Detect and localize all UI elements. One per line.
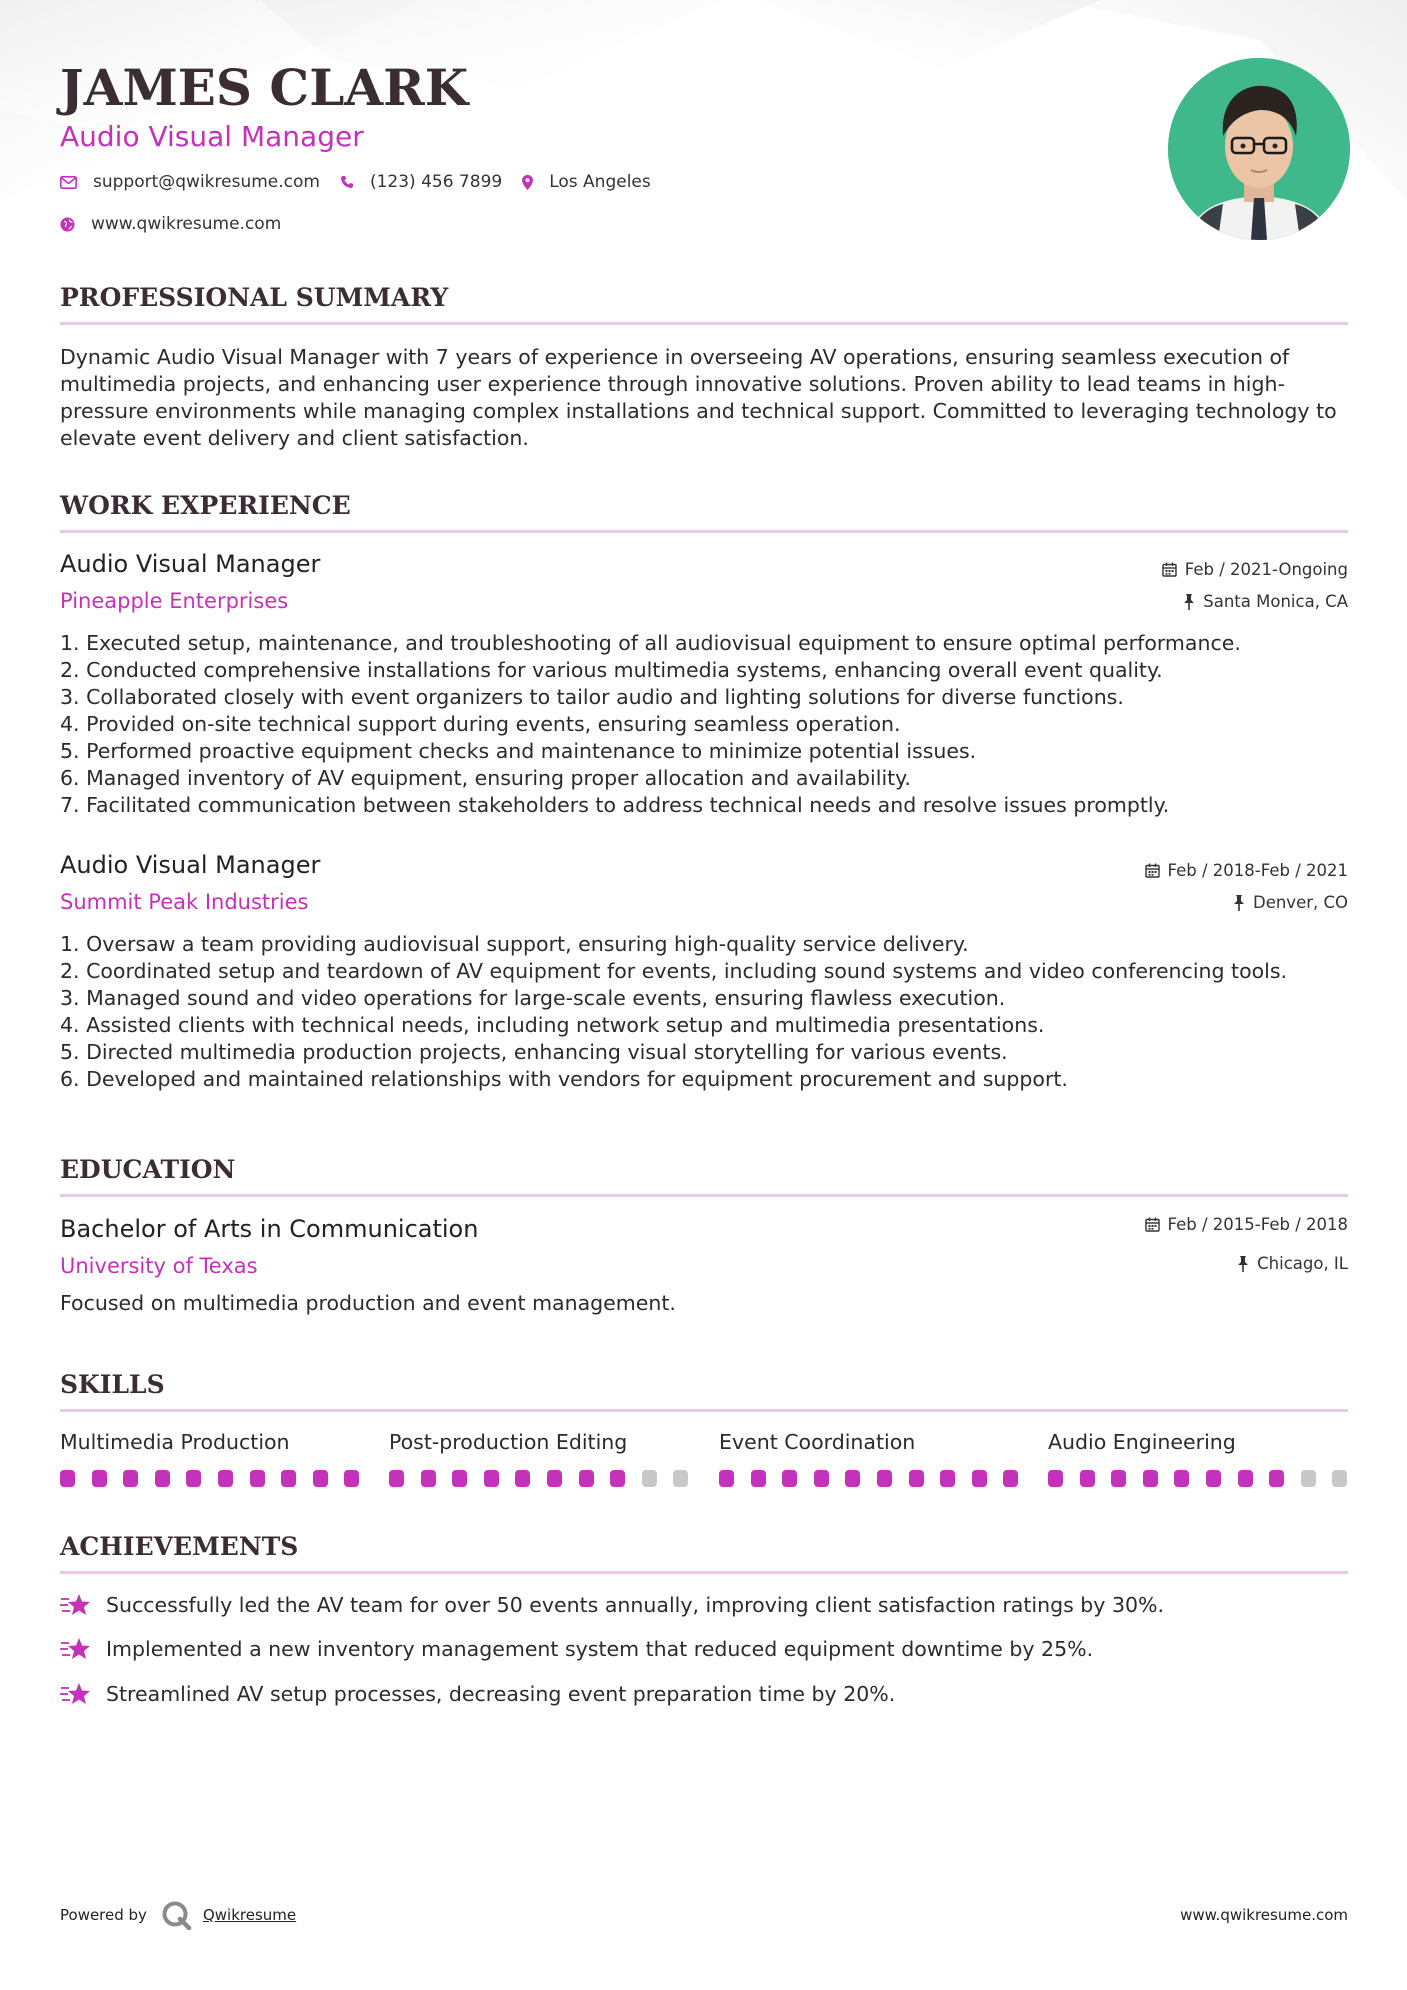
- skill-rating: [1048, 1470, 1348, 1487]
- shooting-star-icon: [60, 1592, 92, 1618]
- avatar-illustration: [1168, 58, 1350, 240]
- phone-icon: [340, 175, 354, 189]
- job-title: Audio Visual Manager: [60, 550, 321, 578]
- skill-dot-filled: [313, 1470, 328, 1487]
- education-location-text: Chicago, IL: [1257, 1254, 1348, 1273]
- job-location: [1183, 592, 1348, 611]
- location-text: Los Angeles: [549, 172, 651, 192]
- qwikresume-logo-icon: [161, 1900, 193, 1930]
- skill-dot-filled: [1269, 1470, 1284, 1487]
- skill-dot-filled: [782, 1470, 797, 1487]
- skills-heading: SKILLS: [60, 1370, 165, 1399]
- education-dates-text: Feb / 2015-Feb / 2018: [1167, 1215, 1348, 1234]
- skill-dot-filled: [1003, 1470, 1018, 1487]
- achievement-item: [60, 1636, 1093, 1662]
- skill-dot-filled: [1174, 1470, 1189, 1487]
- qwikresume-link[interactable]: Qwikresume: [202, 1906, 297, 1924]
- skill-name: Post-production Editing: [389, 1430, 628, 1454]
- contact-email[interactable]: [60, 172, 320, 192]
- contact-website[interactable]: [60, 214, 281, 234]
- skill-dot-filled: [1206, 1470, 1221, 1487]
- list-item: 6. Managed inventory of AV equipment, ensuring proper allocation and availability.: [60, 766, 911, 790]
- school-name: University of Texas: [60, 1254, 258, 1278]
- skill-dot-filled: [814, 1470, 829, 1487]
- contact-row: [60, 172, 671, 192]
- skill-item: [1048, 1430, 1348, 1487]
- job-dates-text: Feb / 2021-Ongoing: [1184, 560, 1348, 579]
- contact-phone[interactable]: [340, 172, 502, 192]
- experience-heading: WORK EXPERIENCE: [60, 491, 351, 520]
- achievement-text: Streamlined AV setup processes, decreasing event preparation time by 20%.: [106, 1682, 896, 1706]
- section-divider: [60, 322, 1348, 325]
- candidate-title: Audio Visual Manager: [60, 120, 364, 153]
- skill-dot-filled: [719, 1470, 734, 1487]
- skill-dot-filled: [751, 1470, 766, 1487]
- achievement-text: Implemented a new inventory management system that reduced equipment downtime by 25%.: [106, 1637, 1094, 1661]
- education-heading: EDUCATION: [60, 1155, 236, 1184]
- skill-dot-filled: [218, 1470, 233, 1487]
- achievement-item: [60, 1681, 895, 1707]
- skill-dot-filled: [60, 1470, 75, 1487]
- list-item: 6. Developed and maintained relationships with vendors for equipment procurement and support.: [60, 1067, 1068, 1091]
- job-location: [1233, 893, 1348, 912]
- skill-name: Multimedia Production: [60, 1430, 290, 1454]
- list-item: 1. Executed setup, maintenance, and troubleshooting of all audiovisual equipment to ensure optimal performance.: [60, 631, 1241, 655]
- skill-dot-filled: [250, 1470, 265, 1487]
- skill-item: [60, 1430, 360, 1487]
- education-dates: [1145, 1215, 1348, 1234]
- list-item: 3. Managed sound and video operations for large-scale events, ensuring flawless execution.: [60, 986, 1006, 1010]
- pushpin-icon: [1233, 895, 1245, 911]
- candidate-name: JAMES CLARK: [60, 58, 469, 117]
- shooting-star-icon: [60, 1681, 92, 1707]
- skill-dot-filled: [877, 1470, 892, 1487]
- achievements-heading: ACHIEVEMENTS: [60, 1532, 299, 1561]
- contact-row-2: [60, 214, 301, 234]
- skill-dot-filled: [1238, 1470, 1253, 1487]
- list-item: 1. Oversaw a team providing audiovisual support, ensuring high-quality service delivery.: [60, 932, 969, 956]
- skill-dot-filled: [845, 1470, 860, 1487]
- skill-dot-filled: [155, 1470, 170, 1487]
- calendar-icon: [1145, 863, 1160, 878]
- skill-dot-filled: [421, 1470, 436, 1487]
- skill-dot-filled: [1143, 1470, 1158, 1487]
- list-item: 4. Assisted clients with technical needs, including network setup and multimedia presentations.: [60, 1013, 1045, 1037]
- list-item: 5. Performed proactive equipment checks and maintenance to minimize potential issues.: [60, 739, 977, 763]
- footer-powered-by: [60, 1900, 296, 1930]
- skill-dot-filled: [281, 1470, 296, 1487]
- website-text: www.qwikresume.com: [91, 214, 282, 234]
- job-bullets: [60, 630, 1360, 819]
- list-item: 3. Collaborated closely with event organizers to tailor audio and lighting solutions for diverse functions.: [60, 685, 1124, 709]
- job-dates: [1145, 861, 1348, 880]
- skill-dot-filled: [1111, 1470, 1126, 1487]
- skill-dot-filled: [1048, 1470, 1063, 1487]
- section-divider: [60, 1194, 1348, 1197]
- skill-item: [719, 1430, 1019, 1487]
- skill-rating: [60, 1470, 360, 1487]
- phone-text: (123) 456 7899: [369, 172, 503, 192]
- skill-name: Audio Engineering: [1048, 1430, 1236, 1454]
- degree-title: Bachelor of Arts in Communication: [60, 1215, 479, 1243]
- skill-dot-filled: [92, 1470, 107, 1487]
- summary-text: Dynamic Audio Visual Manager with 7 years of experience in overseeing AV operations, ensuring seamless execution of multimedia projects, and enhancing user experience through innovative solutions. Proven ability to lead teams in high-pressure environments while managing complex installations and technical support. Committed to leveraging technology to elevate event delivery and client satisfaction.: [60, 345, 1337, 450]
- list-item: 4. Provided on-site technical support during events, ensuring seamless operation.: [60, 712, 901, 736]
- summary-heading: PROFESSIONAL SUMMARY: [60, 283, 449, 312]
- calendar-icon: [1145, 1217, 1160, 1232]
- job-title: Audio Visual Manager: [60, 851, 321, 879]
- achievement-item: [60, 1592, 1164, 1618]
- skill-dot-filled: [547, 1470, 562, 1487]
- skill-dot-filled: [186, 1470, 201, 1487]
- education-description: Focused on multimedia production and event management.: [60, 1291, 676, 1315]
- list-item: 2. Conducted comprehensive installations for various multimedia systems, enhancing overall event quality.: [60, 658, 1163, 682]
- skill-rating: [389, 1470, 689, 1487]
- education-location: [1237, 1254, 1348, 1273]
- section-divider: [60, 1409, 1348, 1412]
- skill-dot-filled: [579, 1470, 594, 1487]
- email-text: support@qwikresume.com: [93, 172, 320, 192]
- pushpin-icon: [1183, 594, 1195, 610]
- list-item: 7. Facilitated communication between stakeholders to address technical needs and resolve issues promptly.: [60, 793, 1170, 817]
- skill-dot-filled: [452, 1470, 467, 1487]
- envelope-icon: [60, 176, 77, 189]
- job-dates-text: Feb / 2018-Feb / 2021: [1167, 861, 1348, 880]
- map-pin-icon: [522, 175, 533, 190]
- skill-rating: [719, 1470, 1019, 1487]
- footer-website[interactable]: www.qwikresume.com: [1180, 1906, 1348, 1924]
- skill-dot-filled: [940, 1470, 955, 1487]
- skill-dot-filled: [972, 1470, 987, 1487]
- skill-dot-filled: [389, 1470, 404, 1487]
- job-location-text: Santa Monica, CA: [1203, 592, 1348, 611]
- skill-dot-filled: [1080, 1470, 1095, 1487]
- section-divider: [60, 1571, 1348, 1574]
- skill-dot-empty: [1301, 1470, 1316, 1487]
- section-divider: [60, 530, 1348, 533]
- list-item: 5. Directed multimedia production projects, enhancing visual storytelling for various events.: [60, 1040, 1008, 1064]
- skill-dot-filled: [123, 1470, 138, 1487]
- skill-dot-filled: [515, 1470, 530, 1487]
- skill-name: Event Coordination: [719, 1430, 916, 1454]
- skill-dot-empty: [673, 1470, 688, 1487]
- powered-by-label: Powered by: [60, 1906, 147, 1924]
- job-location-text: Denver, CO: [1252, 893, 1348, 912]
- skill-dot-filled: [484, 1470, 499, 1487]
- skill-dot-filled: [610, 1470, 625, 1487]
- skill-dot-empty: [642, 1470, 657, 1487]
- skill-dot-filled: [344, 1470, 359, 1487]
- profile-photo: [1168, 58, 1350, 240]
- contact-location: [522, 172, 651, 192]
- job-dates: [1162, 560, 1348, 579]
- calendar-icon: [1162, 562, 1177, 577]
- pushpin-icon: [1237, 1256, 1249, 1272]
- skill-dot-empty: [1332, 1470, 1347, 1487]
- list-item: 2. Coordinated setup and teardown of AV equipment for events, including sound systems and video conferencing tools.: [60, 959, 1288, 983]
- globe-icon: [60, 217, 75, 232]
- skill-dot-filled: [909, 1470, 924, 1487]
- job-company: Summit Peak Industries: [60, 890, 309, 914]
- achievement-text: Successfully led the AV team for over 50 events annually, improving client satisfaction ratings by 30%.: [106, 1593, 1165, 1617]
- skill-item: [389, 1430, 689, 1487]
- shooting-star-icon: [60, 1636, 92, 1662]
- job-company: Pineapple Enterprises: [60, 589, 289, 613]
- job-bullets: [60, 931, 1360, 1093]
